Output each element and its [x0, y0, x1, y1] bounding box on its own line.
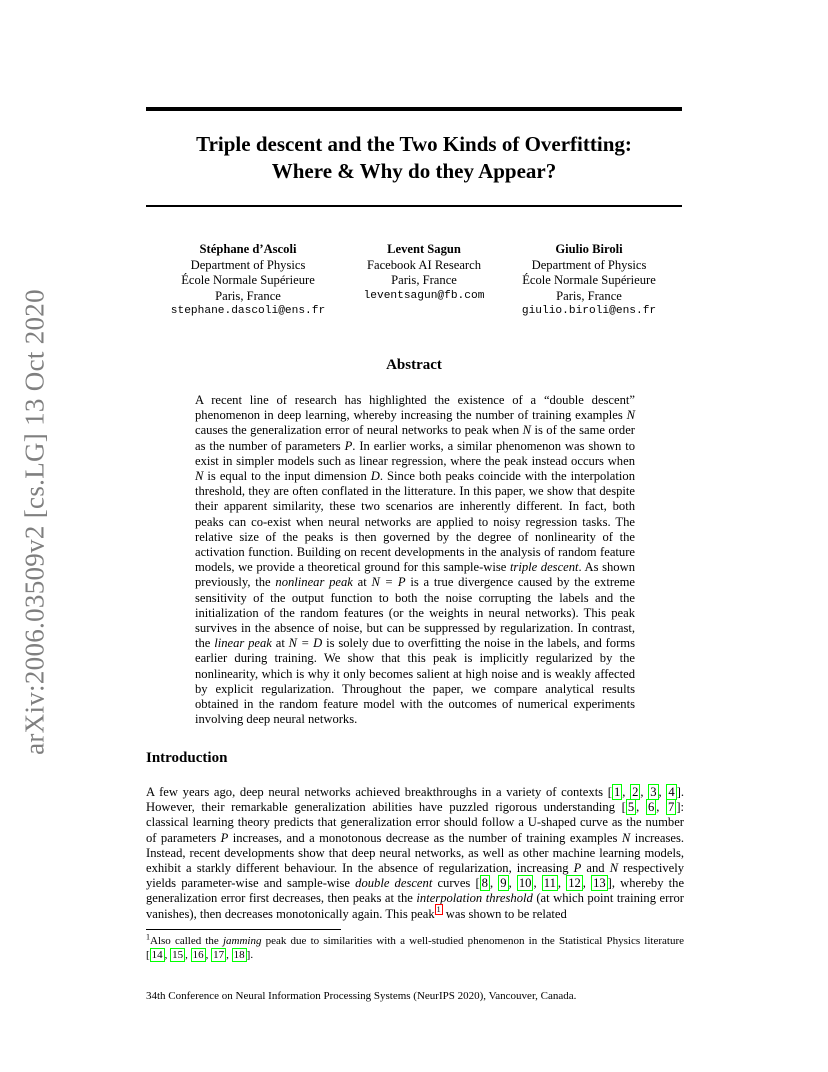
- citation-link[interactable]: 13: [593, 876, 606, 891]
- citation-link[interactable]: 5: [627, 800, 635, 815]
- author-location: Paris, France: [215, 288, 281, 303]
- footnote-rule: [146, 929, 341, 930]
- author-affiliation: Department of Physics: [190, 257, 306, 272]
- abstract-body: A recent line of research has highlighted the existence of a “double descent” phenomenon in deep learning, whereby increasing the number of training examples N causes the generalization error of neural networks to peak when N is of the same order as the number of parameters P. In earlier works, a similar phenomenon was shown to exist in simpler models such as linear regression, where the peak instead occurs when N is equal to the input dimension D. Since both peaks coincide with the interpolation threshold, they are often conflated in the litterature. In this paper, we show that despite their apparent similarity, these two scenarios are inherently different. In fact, both peaks can co-exist when neural networks are applied to noisy regression tasks. The relative size of the peaks is then governed by the degree of nonlinearity of the activation function. Building on recent developments in the analysis of random feature models, we provide a theoretical ground for this sample-wise triple descent. As shown previously, the nonlinear peak at N = P is a true divergence caused by the extreme sensitivity of the output function to both the noise corrupting the labels and the initialization of the random features (or the weights in neural networks). This peak survives in the absence of noise, but can be suppressed by regularization. In contrast, the linear peak at N = D is solely due to overfitting the noise in the labels, and forms earlier during training. We show that this peak is implicitly regularized by the nonlinearity, which is why it only becomes salient at high noise and is weakly affected by explicit regularization. Throughout the paper, we compare analytical results obtained in the random feature model with the outcomes of numerical experiments involving deep neural networks.: [195, 393, 635, 727]
- citation-link[interactable]: 12: [568, 876, 581, 891]
- citation-link[interactable]: 18: [233, 949, 245, 961]
- citation-link[interactable]: 15: [172, 949, 184, 961]
- title-line-1: Triple descent and the Two Kinds of Overfitting:: [196, 132, 632, 156]
- citation-link[interactable]: 11: [543, 876, 556, 891]
- author-affiliation: Department of Physics: [531, 257, 647, 272]
- citation-link[interactable]: 8: [481, 876, 488, 891]
- author-name: Giulio Biroli: [555, 242, 623, 256]
- footnote-link[interactable]: 1: [436, 905, 441, 915]
- citation-link[interactable]: 10: [518, 876, 532, 891]
- author-location: Paris, France: [391, 273, 457, 287]
- footnote: $^1$Also called the jamming peak due to similarities with a well-studied phenomenon in the Statistical Physics literature [ 14 , 15 , 16 , 17 , 18 ].: [146, 932, 684, 961]
- abstract-heading: Abstract: [386, 357, 442, 373]
- author-email[interactable]: stephane.dascoli@ens.fr: [170, 305, 326, 317]
- author-block-3: [490, 242, 688, 320]
- author-affiliation: Facebook AI Research: [366, 257, 481, 272]
- introduction-body: A few years ago, deep neural networks achieved breakthroughs in a variety of contexts [ 1 , 2 , 3 , 4 ]. However, their remarkable generalization abilities have puzzled rigorous understanding [ 5 , 6 , 7 ]: classical learning theory predicts that generalization error should follow a U-shaped curve as the number of parameters P increases, and a monotonous decrease as the number of training examples N increases. Instead, recent developments show that deep neural networks, as well as other machine learning models, exhibit a starkly different behaviour. In the absence of regularization, increasing P and N respectively yields parameter-wise and sample-wise double descent curves [ 8 , 9 , 10 , 11 , 12 , 13 ], whereby the generalization error first decreases, then peaks at the interpolation threshold (at which point training error vanishes), then decreases monotonically again. This peak $^1$ was shown to be related: [146, 785, 685, 921]
- author-name: Stéphane d’Ascoli: [199, 242, 297, 256]
- arxiv-identifier: arXiv:2006.03509v2 [cs.LG] 13 Oct 2020: [19, 289, 50, 755]
- author-email[interactable]: giulio.biroli@ens.fr: [521, 305, 657, 317]
- introduction-heading: Introduction: [146, 750, 228, 766]
- citation-link[interactable]: 4: [668, 785, 675, 799]
- citation-link[interactable]: 14: [151, 949, 163, 961]
- title-bottom-rule: [146, 205, 682, 207]
- citation-link[interactable]: 2: [632, 785, 639, 799]
- citation-link[interactable]: 17: [213, 949, 225, 961]
- author-institution: École Normale Supérieure: [181, 273, 315, 287]
- citation-link[interactable]: 6: [647, 800, 655, 815]
- citation-link[interactable]: 7: [668, 800, 675, 815]
- author-email[interactable]: leventsagun@fb.com: [363, 289, 485, 302]
- title-line-2: Where & Why do they Appear?: [271, 159, 557, 183]
- citation-link[interactable]: 9: [500, 876, 507, 891]
- citation-link[interactable]: 3: [650, 785, 657, 799]
- author-block-2: [334, 242, 514, 304]
- citation-link[interactable]: 16: [192, 949, 204, 961]
- conference-footer: 34th Conference on Neural Information Processing Systems (NeurIPS 2020), Vancouver, Canada.: [146, 990, 577, 1002]
- author-name: Levent Sagun: [387, 242, 461, 256]
- author-location: Paris, France: [556, 288, 622, 303]
- citation-link[interactable]: 1: [613, 785, 621, 799]
- paper-title: [146, 131, 682, 185]
- author-block-1: [148, 242, 348, 320]
- author-institution: École Normale Supérieure: [522, 273, 656, 287]
- title-top-rule: [146, 107, 682, 111]
